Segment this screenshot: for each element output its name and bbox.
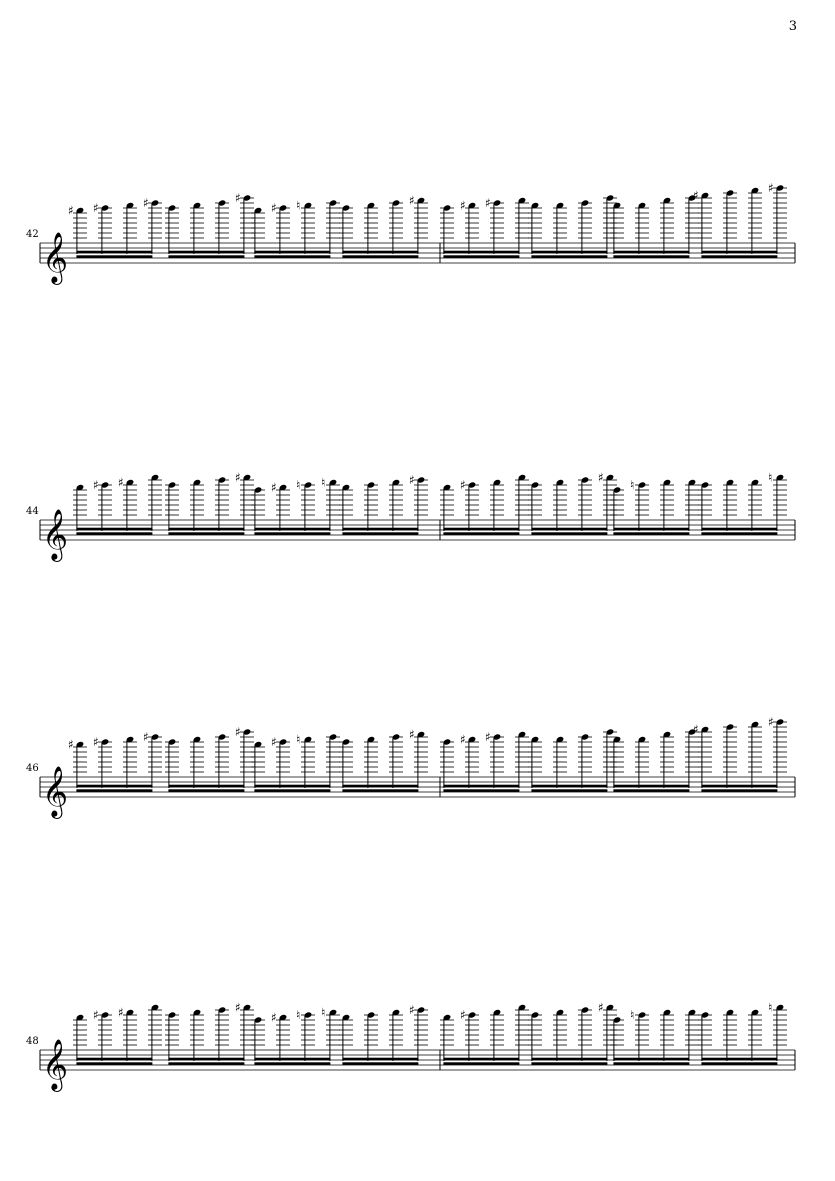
beam bbox=[701, 785, 777, 788]
note bbox=[685, 194, 699, 254]
note bbox=[165, 1011, 179, 1061]
beam-group bbox=[68, 196, 162, 258]
beam bbox=[613, 789, 689, 792]
note bbox=[123, 202, 137, 254]
beam bbox=[443, 789, 519, 792]
sharp-icon: ♯ bbox=[68, 203, 74, 218]
note bbox=[271, 481, 290, 532]
note bbox=[440, 1014, 454, 1061]
sharp-icon: ♯ bbox=[460, 1008, 466, 1022]
beam bbox=[701, 1062, 777, 1065]
sharp-icon: ♯ bbox=[409, 727, 415, 742]
note bbox=[610, 202, 624, 254]
note bbox=[635, 736, 649, 788]
note bbox=[215, 476, 229, 531]
note bbox=[603, 194, 617, 254]
note bbox=[165, 738, 179, 788]
beam bbox=[613, 1058, 689, 1061]
beam bbox=[76, 532, 152, 535]
beam-group bbox=[440, 474, 529, 535]
note bbox=[553, 1009, 567, 1061]
beam bbox=[701, 532, 777, 535]
sharp-icon: ♯ bbox=[118, 475, 124, 490]
note bbox=[148, 1004, 162, 1061]
beam bbox=[613, 251, 689, 254]
beam bbox=[342, 255, 418, 258]
note bbox=[660, 197, 674, 254]
note bbox=[660, 1009, 674, 1061]
note bbox=[251, 1016, 265, 1061]
note bbox=[389, 199, 403, 254]
beam bbox=[168, 1062, 244, 1065]
note bbox=[635, 202, 649, 254]
beam bbox=[443, 1058, 519, 1061]
sharp-icon: ♯ bbox=[93, 478, 99, 492]
beam bbox=[168, 255, 244, 258]
beam bbox=[613, 532, 689, 535]
sharp-icon: ♯ bbox=[598, 1000, 604, 1015]
note bbox=[610, 736, 624, 788]
beam bbox=[613, 528, 689, 531]
note bbox=[93, 1008, 112, 1061]
note bbox=[440, 484, 454, 531]
note bbox=[660, 479, 674, 531]
natural-icon: ♮ bbox=[321, 475, 326, 490]
beam bbox=[168, 1058, 244, 1061]
natural-icon: ♮ bbox=[768, 470, 773, 485]
note bbox=[389, 733, 403, 788]
sharp-icon: ♯ bbox=[460, 198, 466, 213]
beam bbox=[613, 1062, 689, 1065]
beam bbox=[531, 255, 607, 258]
note bbox=[528, 202, 542, 254]
beam bbox=[443, 528, 519, 531]
note bbox=[165, 204, 179, 254]
note bbox=[578, 476, 592, 531]
measure-number: 46 bbox=[26, 763, 39, 774]
note bbox=[215, 199, 229, 254]
natural-icon: ♮ bbox=[321, 1005, 326, 1020]
note bbox=[251, 486, 265, 531]
treble-clef-icon: 𝄞 bbox=[42, 509, 69, 560]
note bbox=[68, 204, 87, 255]
system-2 bbox=[26, 471, 795, 563]
beam-group bbox=[68, 730, 162, 792]
measure-number: 44 bbox=[26, 506, 39, 517]
note bbox=[528, 481, 542, 531]
sharp-icon: ♯ bbox=[235, 725, 241, 739]
beam bbox=[443, 1062, 519, 1065]
note bbox=[603, 728, 617, 788]
natural-icon: ♮ bbox=[630, 1008, 635, 1022]
beam-group bbox=[339, 1003, 428, 1065]
beam bbox=[342, 1062, 418, 1065]
note bbox=[553, 479, 567, 531]
beam bbox=[76, 251, 152, 254]
note bbox=[296, 1008, 315, 1061]
beam bbox=[342, 532, 418, 535]
sharp-icon: ♯ bbox=[93, 201, 99, 215]
note bbox=[296, 478, 315, 531]
note bbox=[409, 728, 428, 789]
beam bbox=[76, 255, 152, 258]
note bbox=[93, 478, 112, 531]
note bbox=[389, 479, 403, 531]
note bbox=[321, 1006, 340, 1062]
sharp-icon: ♯ bbox=[143, 196, 149, 210]
beam bbox=[613, 785, 689, 788]
note bbox=[578, 199, 592, 254]
beam bbox=[76, 789, 152, 792]
note bbox=[440, 204, 454, 254]
note bbox=[630, 478, 649, 531]
beam bbox=[443, 251, 519, 254]
note bbox=[321, 476, 340, 532]
beam-group bbox=[440, 730, 529, 792]
beam bbox=[613, 255, 689, 258]
sharp-icon: ♯ bbox=[460, 732, 466, 747]
sharp-icon: ♯ bbox=[485, 196, 491, 210]
beam-group bbox=[440, 1004, 529, 1065]
beam bbox=[254, 251, 330, 254]
sharp-icon: ♯ bbox=[143, 730, 149, 744]
beam-group bbox=[440, 196, 529, 258]
beam-group bbox=[251, 733, 340, 792]
sharp-icon: ♯ bbox=[271, 735, 277, 749]
beam bbox=[254, 255, 330, 258]
note bbox=[364, 202, 378, 254]
beam bbox=[254, 528, 330, 531]
note bbox=[296, 733, 315, 789]
note bbox=[515, 474, 529, 531]
note bbox=[748, 1009, 762, 1061]
note bbox=[235, 725, 254, 788]
note bbox=[723, 723, 737, 788]
beam-group bbox=[693, 181, 787, 258]
measure-number: 42 bbox=[26, 229, 39, 240]
beam-group bbox=[610, 478, 699, 535]
note bbox=[553, 736, 567, 788]
note bbox=[748, 721, 762, 788]
note bbox=[251, 741, 265, 788]
note bbox=[485, 730, 504, 788]
note bbox=[215, 733, 229, 788]
note bbox=[528, 736, 542, 788]
beam bbox=[76, 1062, 152, 1065]
note bbox=[409, 473, 428, 531]
measure-number: 48 bbox=[26, 1036, 39, 1047]
beam bbox=[701, 251, 777, 254]
note bbox=[693, 723, 712, 789]
beam bbox=[531, 785, 607, 788]
sharp-icon: ♯ bbox=[271, 1010, 277, 1025]
sharp-icon: ♯ bbox=[68, 737, 74, 752]
beam bbox=[443, 255, 519, 258]
note bbox=[251, 207, 265, 254]
note bbox=[460, 1008, 479, 1061]
note bbox=[339, 484, 353, 531]
sharp-icon: ♯ bbox=[93, 1008, 99, 1022]
note bbox=[485, 196, 504, 254]
note bbox=[271, 735, 290, 788]
sharp-icon: ♯ bbox=[693, 188, 699, 203]
note bbox=[409, 1003, 428, 1061]
beam-group bbox=[251, 476, 340, 535]
beam-group bbox=[251, 199, 340, 258]
beam bbox=[254, 785, 330, 788]
note bbox=[190, 479, 204, 531]
note bbox=[528, 1011, 542, 1061]
beam bbox=[701, 528, 777, 531]
note bbox=[339, 204, 353, 254]
system-3 bbox=[26, 715, 795, 819]
treble-clef-icon: 𝄞 bbox=[42, 766, 69, 817]
beam bbox=[531, 528, 607, 531]
note bbox=[190, 202, 204, 254]
beam-group bbox=[339, 473, 428, 535]
note bbox=[610, 1016, 624, 1061]
note bbox=[339, 1014, 353, 1061]
note bbox=[768, 1001, 787, 1062]
note bbox=[578, 1006, 592, 1061]
beam bbox=[254, 532, 330, 535]
sharp-icon: ♯ bbox=[768, 715, 774, 729]
beam bbox=[168, 789, 244, 792]
sharp-icon: ♯ bbox=[693, 722, 699, 737]
natural-icon: ♮ bbox=[296, 1008, 301, 1022]
note bbox=[698, 481, 712, 531]
beam bbox=[701, 1058, 777, 1061]
beam bbox=[443, 785, 519, 788]
note bbox=[460, 478, 479, 531]
beam bbox=[531, 251, 607, 254]
beam-group bbox=[73, 1004, 162, 1065]
natural-icon: ♮ bbox=[296, 198, 301, 213]
beam bbox=[76, 1058, 152, 1061]
sharp-icon: ♯ bbox=[271, 480, 277, 495]
sharp-icon: ♯ bbox=[93, 735, 99, 749]
note bbox=[190, 1009, 204, 1061]
beam-group bbox=[693, 715, 787, 792]
note bbox=[460, 733, 479, 789]
sharp-icon: ♯ bbox=[409, 473, 415, 487]
note bbox=[68, 738, 87, 789]
note bbox=[610, 486, 624, 531]
note bbox=[326, 199, 340, 254]
note bbox=[296, 199, 315, 255]
note bbox=[698, 1011, 712, 1061]
note bbox=[768, 471, 787, 532]
sharp-icon: ♯ bbox=[409, 193, 415, 208]
note bbox=[271, 1011, 290, 1062]
note bbox=[685, 1009, 699, 1061]
sharp-icon: ♯ bbox=[118, 1005, 124, 1020]
beam-group bbox=[251, 1006, 340, 1065]
note bbox=[235, 471, 254, 532]
note bbox=[364, 1011, 378, 1061]
beam bbox=[701, 789, 777, 792]
note bbox=[515, 197, 529, 254]
note bbox=[515, 1004, 529, 1061]
beam bbox=[342, 785, 418, 788]
note bbox=[660, 731, 674, 788]
note bbox=[723, 479, 737, 531]
beam bbox=[168, 532, 244, 535]
sharp-icon: ♯ bbox=[235, 1000, 241, 1015]
natural-icon: ♮ bbox=[296, 478, 301, 492]
natural-icon: ♮ bbox=[296, 732, 301, 747]
beam bbox=[342, 528, 418, 531]
treble-clef-icon: 𝄞 bbox=[42, 1039, 69, 1090]
note bbox=[748, 187, 762, 254]
beam bbox=[531, 1058, 607, 1061]
sharp-icon: ♯ bbox=[460, 478, 466, 492]
note bbox=[748, 479, 762, 531]
note bbox=[165, 481, 179, 531]
note bbox=[123, 736, 137, 788]
note bbox=[364, 481, 378, 531]
note bbox=[118, 1006, 137, 1062]
system-1 bbox=[26, 181, 795, 285]
natural-icon: ♮ bbox=[630, 478, 635, 492]
beam bbox=[342, 251, 418, 254]
note bbox=[460, 199, 479, 255]
note bbox=[118, 476, 137, 532]
note bbox=[364, 736, 378, 788]
note bbox=[578, 733, 592, 788]
beam bbox=[168, 785, 244, 788]
note bbox=[685, 479, 699, 531]
note bbox=[326, 733, 340, 788]
sharp-icon: ♯ bbox=[235, 470, 241, 485]
beam bbox=[701, 255, 777, 258]
note bbox=[490, 479, 504, 531]
note bbox=[409, 194, 428, 255]
beam bbox=[531, 532, 607, 535]
note bbox=[93, 201, 112, 254]
note bbox=[235, 1001, 254, 1062]
note bbox=[73, 484, 87, 531]
beam bbox=[342, 789, 418, 792]
note bbox=[143, 196, 162, 254]
note bbox=[190, 736, 204, 788]
sharp-icon: ♯ bbox=[235, 191, 241, 205]
beam bbox=[342, 1058, 418, 1061]
note bbox=[271, 201, 290, 254]
beam bbox=[168, 528, 244, 531]
sharp-icon: ♯ bbox=[598, 470, 604, 485]
note bbox=[215, 1006, 229, 1061]
note bbox=[723, 1009, 737, 1061]
note bbox=[490, 1009, 504, 1061]
sharp-icon: ♯ bbox=[271, 201, 277, 215]
natural-icon: ♮ bbox=[768, 1000, 773, 1015]
beam bbox=[76, 528, 152, 531]
note bbox=[693, 189, 712, 255]
page-number: 3 bbox=[788, 19, 797, 34]
treble-clef-icon: 𝄞 bbox=[42, 232, 69, 283]
sharp-icon: ♯ bbox=[768, 181, 774, 195]
note bbox=[389, 1009, 403, 1061]
sharp-icon: ♯ bbox=[485, 730, 491, 744]
note bbox=[148, 474, 162, 531]
beam-group bbox=[610, 1008, 699, 1065]
beam bbox=[443, 532, 519, 535]
note bbox=[339, 738, 353, 788]
beam bbox=[531, 1062, 607, 1065]
system-4 bbox=[26, 1001, 795, 1093]
note bbox=[440, 738, 454, 788]
beam bbox=[168, 251, 244, 254]
systems bbox=[26, 181, 795, 1092]
beam bbox=[254, 789, 330, 792]
note bbox=[723, 189, 737, 254]
beam bbox=[531, 789, 607, 792]
note bbox=[553, 202, 567, 254]
sharp-icon: ♯ bbox=[409, 1003, 415, 1017]
note bbox=[143, 730, 162, 788]
note bbox=[685, 728, 699, 788]
note bbox=[515, 731, 529, 788]
note bbox=[93, 735, 112, 788]
beam-group bbox=[73, 474, 162, 535]
note bbox=[73, 1014, 87, 1061]
beam bbox=[254, 1062, 330, 1065]
beam bbox=[76, 785, 152, 788]
beam bbox=[254, 1058, 330, 1061]
note bbox=[235, 191, 254, 254]
note bbox=[630, 1008, 649, 1061]
